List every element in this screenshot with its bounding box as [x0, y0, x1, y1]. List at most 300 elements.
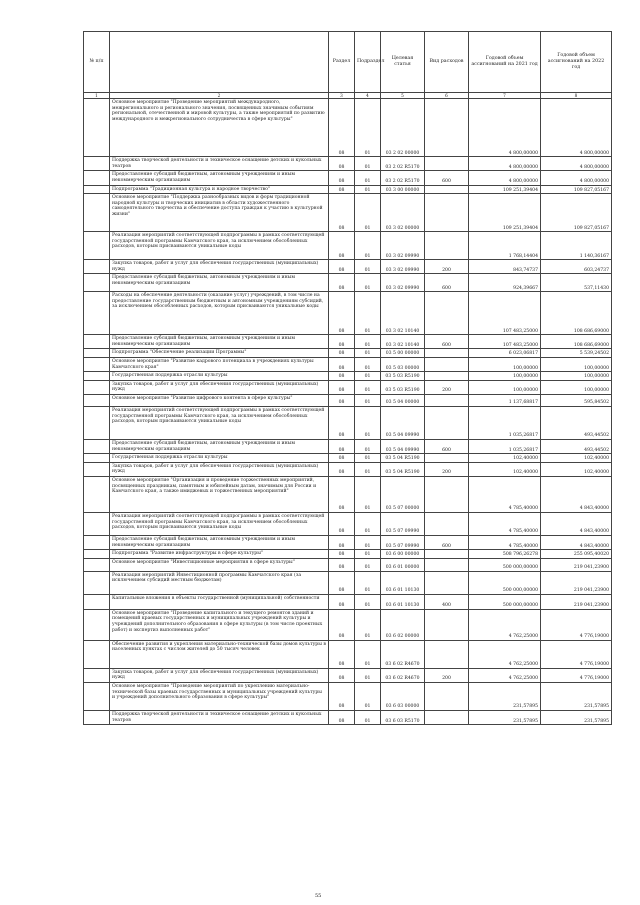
table-row [84, 682, 612, 710]
row-target-article-cell: 03 6 01 10130 [381, 571, 425, 594]
row-subsection-cell: 01 [355, 292, 381, 335]
row-volume-2022-cell: 231,57895 [541, 710, 612, 724]
row-name-cell: Основное мероприятие "Развитие кадрового потенциала в учреждениях культуры Камчатского края" [110, 358, 329, 372]
table-row [84, 550, 612, 559]
row-volume-2021-cell: 231,57895 [469, 682, 541, 710]
row-volume-2022-cell: 4 843,40000 [541, 477, 612, 513]
row-section-cell: 08 [329, 477, 355, 513]
row-name-cell: Обеспечение развития и укрепления материально-технической базы домов культуры в населенных пунктах с числом жителей до 50 тысяч человек [110, 640, 329, 668]
row-subsection-cell: 01 [355, 99, 381, 157]
row-volume-2022-cell: 231,57895 [541, 682, 612, 710]
row-target-article-cell: 03 6 01 10130 [381, 594, 425, 609]
row-volume-2021-cell: 4 762,25000 [469, 640, 541, 668]
row-target-article-cell: 03 6 02 00000 [381, 609, 425, 640]
row-subsection-cell: 01 [355, 477, 381, 513]
header-volume-2021: Годовой объем ассигнований на 2021 год [469, 32, 541, 93]
row-number-cell [84, 157, 110, 171]
row-target-article-cell: 03 3 02 10140 [381, 335, 425, 349]
row-expense-type-cell [425, 372, 469, 381]
row-number-cell [84, 335, 110, 349]
table-row [84, 594, 612, 609]
row-number-cell [84, 513, 110, 536]
row-volume-2022-cell: 603,24737 [541, 260, 612, 274]
table-row [84, 274, 612, 292]
row-volume-2021-cell: 4 800,00000 [469, 99, 541, 157]
table-row [84, 440, 612, 454]
row-section-cell: 08 [329, 185, 355, 194]
row-section-cell: 08 [329, 640, 355, 668]
row-volume-2021-cell: 4 800,00000 [469, 171, 541, 185]
row-name-cell: Основное мероприятие "Организация и проведение торжественных мероприятий, посвященных праздникам, памятным и юбилейным датам, значимым для России и Камчатского края, а также имиджевых и торжественных мероприятий" [110, 477, 329, 513]
row-target-article-cell: 03 5 03 R5190 [381, 380, 425, 394]
row-section-cell: 08 [329, 594, 355, 609]
row-target-article-cell: 03 6 00 00000 [381, 550, 425, 559]
table-row [84, 372, 612, 381]
row-name-cell: Основное мероприятие "Проведение мероприятий международного, межрегионального и регионального значения, посвященных значимым событиям региональной, отечественной и мировой культуры, а также мероприятий по развитию международного и межрегионального сотрудничества в сфере культуры" [110, 99, 329, 157]
row-expense-type-cell [425, 571, 469, 594]
row-name-cell: Основное мероприятие "Развитие цифрового контента в сфере культуры" [110, 395, 329, 407]
row-name-cell: Государственная поддержка отрасли культуры [110, 372, 329, 381]
row-target-article-cell: 03 3 00 00000 [381, 185, 425, 194]
row-name-cell: Предоставление субсидий бюджетным, автономным учреждениям и иным некоммерческим организациям [110, 440, 329, 454]
row-target-article-cell: 03 6 01 00000 [381, 558, 425, 571]
row-target-article-cell: 03 2 02 R5170 [381, 171, 425, 185]
table-row [84, 710, 612, 724]
table-row [84, 185, 612, 194]
row-volume-2022-cell: 100,00000 [541, 380, 612, 394]
row-target-article-cell: 03 5 04 R5190 [381, 462, 425, 476]
row-number-cell [84, 640, 110, 668]
row-number-cell [84, 609, 110, 640]
row-subsection-cell: 01 [355, 640, 381, 668]
row-subsection-cell: 01 [355, 668, 381, 682]
row-name-cell: Реализация мероприятий соответствующей подпрограммы в рамках соответствующей государственной программы Камчатского края, за исключением обособленных расходов, которым присваиваются уникальные коды [110, 407, 329, 440]
row-volume-2022-cell: 219 041,23900 [541, 571, 612, 594]
row-target-article-cell: 03 5 00 00000 [381, 349, 425, 358]
table-row [84, 454, 612, 463]
row-name-cell: Реализация мероприятий Инвестиционной программы Камчатского края (за исключением субсидий местным бюджетам) [110, 571, 329, 594]
row-target-article-cell: 03 5 04 00000 [381, 395, 425, 407]
row-volume-2021-cell: 1 035,26817 [469, 407, 541, 440]
row-subsection-cell: 01 [355, 335, 381, 349]
row-subsection-cell: 01 [355, 609, 381, 640]
row-volume-2021-cell: 4 785,40000 [469, 513, 541, 536]
row-number-cell [84, 274, 110, 292]
row-subsection-cell: 01 [355, 358, 381, 372]
table-row [84, 395, 612, 407]
row-target-article-cell: 03 6 03 00000 [381, 682, 425, 710]
row-section-cell: 08 [329, 536, 355, 550]
budget-table [83, 31, 612, 725]
row-volume-2022-cell: 595,84502 [541, 395, 612, 407]
row-expense-type-cell [425, 232, 469, 260]
row-number-cell [84, 171, 110, 185]
row-section-cell: 08 [329, 513, 355, 536]
row-name-cell: Закупка товаров, работ и услуг для обеспечения государственных (муниципальных) нужд [110, 380, 329, 394]
row-target-article-cell: 03 6 02 R4670 [381, 668, 425, 682]
column-number: 2 [110, 93, 329, 99]
header-expense-type: Вид расходов [425, 32, 469, 93]
row-number-cell [84, 407, 110, 440]
row-expense-type-cell [425, 292, 469, 335]
row-section-cell: 08 [329, 232, 355, 260]
table-row [84, 477, 612, 513]
row-volume-2022-cell: 4 800,00000 [541, 171, 612, 185]
row-volume-2021-cell: 4 762,25000 [469, 609, 541, 640]
row-volume-2021-cell: 508 796,26278 [469, 550, 541, 559]
column-number: 8 [541, 93, 612, 99]
row-target-article-cell: 03 5 04 09990 [381, 407, 425, 440]
row-volume-2021-cell: 109 251,39404 [469, 194, 541, 232]
row-expense-type-cell: 200 [425, 462, 469, 476]
row-expense-type-cell: 600 [425, 335, 469, 349]
row-subsection-cell: 01 [355, 380, 381, 394]
row-number-cell [84, 710, 110, 724]
row-name-cell: Основное мероприятие "Проведение мероприятий по укреплению материально-технической базы краевых государственных и муниципальных учреждений культуры и учреждений дополнительного образования в сфере культуры" [110, 682, 329, 710]
header-subsection: Подраздел [355, 32, 381, 93]
row-target-article-cell: 03 5 04 R5190 [381, 454, 425, 463]
table-row [84, 571, 612, 594]
row-section-cell: 08 [329, 99, 355, 157]
row-volume-2021-cell: 500 000,00000 [469, 558, 541, 571]
row-section-cell: 08 [329, 571, 355, 594]
row-expense-type-cell: 600 [425, 536, 469, 550]
row-number-cell [84, 440, 110, 454]
row-number-cell [84, 395, 110, 407]
row-name-cell: Закупка товаров, работ и услуг для обеспечения государственных (муниципальных) нужд [110, 668, 329, 682]
table-body [84, 99, 612, 725]
row-section-cell: 08 [329, 668, 355, 682]
row-name-cell: Расходы на обеспечение деятельности (оказание услуг) учреждений, в том числе на предоставление государственным бюджетным и автономным учреждениям субсидий, за исключением обособленных расходов, которым присваиваются уникальные коды [110, 292, 329, 335]
row-section-cell: 08 [329, 171, 355, 185]
column-number: 1 [84, 93, 110, 99]
row-expense-type-cell [425, 395, 469, 407]
row-name-cell: Подпрограмма "Развитие инфраструктуры в сфере культуры" [110, 550, 329, 559]
row-target-article-cell: 03 6 03 R5170 [381, 710, 425, 724]
row-name-cell: Основное мероприятие "Инвестиционные мероприятия в сфере культуры" [110, 558, 329, 571]
row-subsection-cell: 01 [355, 571, 381, 594]
header-section: Раздел [329, 32, 355, 93]
row-subsection-cell: 01 [355, 550, 381, 559]
row-subsection-cell: 01 [355, 395, 381, 407]
row-name-cell: Поддержка творческой деятельности и техническое оснащение детских и кукольных театров [110, 157, 329, 171]
row-expense-type-cell [425, 358, 469, 372]
row-expense-type-cell [425, 477, 469, 513]
row-expense-type-cell: 600 [425, 274, 469, 292]
row-number-cell [84, 232, 110, 260]
row-expense-type-cell [425, 349, 469, 358]
row-target-article-cell: 03 2 02 R5170 [381, 157, 425, 171]
table-row [84, 462, 612, 476]
row-volume-2021-cell: 102,40000 [469, 454, 541, 463]
table-row [84, 513, 612, 536]
row-subsection-cell: 01 [355, 157, 381, 171]
table-row [84, 260, 612, 274]
row-volume-2021-cell: 843,74737 [469, 260, 541, 274]
row-subsection-cell: 01 [355, 558, 381, 571]
row-expense-type-cell [425, 99, 469, 157]
row-expense-type-cell [425, 513, 469, 536]
row-number-cell [84, 260, 110, 274]
row-volume-2021-cell: 6 023,06817 [469, 349, 541, 358]
page-number: 55 [315, 893, 322, 899]
budget-table-sheet [83, 31, 611, 725]
row-subsection-cell: 01 [355, 462, 381, 476]
row-volume-2021-cell: 1 768,14404 [469, 232, 541, 260]
row-volume-2022-cell: 102,40000 [541, 454, 612, 463]
row-section-cell: 08 [329, 710, 355, 724]
row-section-cell: 08 [329, 454, 355, 463]
row-name-cell: Основное мероприятие "Проведение капитального и текущего ремонтов зданий и помещений краевых государственных и муниципальных учреждений культуры и учреждений дополнительного образования в сфере культуры (в том числе проектных работ) и экспертиз выполненных работ" [110, 609, 329, 640]
table-row [84, 194, 612, 232]
table-row [84, 536, 612, 550]
row-volume-2021-cell: 100,00000 [469, 358, 541, 372]
row-volume-2022-cell: 4 800,00000 [541, 99, 612, 157]
column-number: 7 [469, 93, 541, 99]
row-name-cell: Предоставление субсидий бюджетным, автономным учреждениям и иным некоммерческим организациям [110, 536, 329, 550]
row-number-cell [84, 454, 110, 463]
row-volume-2021-cell: 924,39667 [469, 274, 541, 292]
row-name-cell: Поддержка творческой деятельности и техническое оснащение детских и кукольных театров [110, 710, 329, 724]
row-target-article-cell: 03 3 02 09990 [381, 260, 425, 274]
table-row [84, 99, 612, 157]
row-section-cell: 08 [329, 558, 355, 571]
row-number-cell [84, 185, 110, 194]
row-subsection-cell: 01 [355, 260, 381, 274]
row-subsection-cell: 01 [355, 440, 381, 454]
row-subsection-cell: 01 [355, 232, 381, 260]
row-volume-2022-cell: 109 827,05167 [541, 185, 612, 194]
row-volume-2021-cell: 4 785,40000 [469, 477, 541, 513]
row-number-cell [84, 194, 110, 232]
row-number-cell [84, 477, 110, 513]
row-section-cell: 08 [329, 372, 355, 381]
row-volume-2021-cell: 500 000,00000 [469, 571, 541, 594]
row-volume-2022-cell: 493,44502 [541, 407, 612, 440]
row-expense-type-cell [425, 157, 469, 171]
row-subsection-cell: 01 [355, 682, 381, 710]
row-volume-2021-cell: 109 251,39404 [469, 185, 541, 194]
table-row [84, 171, 612, 185]
row-expense-type-cell [425, 640, 469, 668]
row-section-cell: 08 [329, 440, 355, 454]
row-volume-2021-cell: 500 000,00000 [469, 594, 541, 609]
row-section-cell: 08 [329, 462, 355, 476]
row-expense-type-cell [425, 407, 469, 440]
row-volume-2022-cell: 102,40000 [541, 462, 612, 476]
header-num: № п/п [84, 32, 110, 93]
row-volume-2022-cell: 255 095,40020 [541, 550, 612, 559]
table-row [84, 407, 612, 440]
row-name-cell: Предоставление субсидий бюджетным, автономным учреждениям и иным некоммерческим организациям [110, 274, 329, 292]
row-number-cell [84, 571, 110, 594]
row-section-cell: 08 [329, 609, 355, 640]
row-number-cell [84, 372, 110, 381]
row-volume-2022-cell: 5 539,24502 [541, 349, 612, 358]
row-volume-2022-cell: 100,00000 [541, 372, 612, 381]
row-section-cell: 08 [329, 157, 355, 171]
row-section-cell: 08 [329, 292, 355, 335]
row-number-cell [84, 668, 110, 682]
row-expense-type-cell: 600 [425, 171, 469, 185]
row-target-article-cell: 03 6 02 R4670 [381, 640, 425, 668]
row-number-cell [84, 462, 110, 476]
row-subsection-cell: 01 [355, 194, 381, 232]
row-volume-2021-cell: 100,00000 [469, 380, 541, 394]
row-section-cell: 08 [329, 395, 355, 407]
row-section-cell: 08 [329, 335, 355, 349]
row-name-cell: Закупка товаров, работ и услуг для обеспечения государственных (муниципальных) нужд [110, 260, 329, 274]
row-subsection-cell: 01 [355, 513, 381, 536]
row-volume-2021-cell: 102,40000 [469, 462, 541, 476]
header-name [110, 32, 329, 93]
row-volume-2021-cell: 107 483,25000 [469, 335, 541, 349]
row-volume-2022-cell: 219 041,23900 [541, 594, 612, 609]
row-expense-type-cell [425, 710, 469, 724]
table-row [84, 292, 612, 335]
row-volume-2022-cell: 219 041,23900 [541, 558, 612, 571]
row-section-cell: 08 [329, 358, 355, 372]
row-subsection-cell: 01 [355, 454, 381, 463]
row-name-cell: Закупка товаров, работ и услуг для обеспечения государственных (муниципальных) нужд [110, 462, 329, 476]
row-section-cell: 08 [329, 260, 355, 274]
row-name-cell: Государственная поддержка отрасли культуры [110, 454, 329, 463]
row-volume-2022-cell: 4 776,19000 [541, 668, 612, 682]
row-target-article-cell: 03 5 03 R5190 [381, 372, 425, 381]
row-name-cell: Основное мероприятие "Поддержка разнообразных видов и форм традиционной народной культуры и творческих инициатив в области художественного самодеятельного творчества и обеспечение доступа граждан к участию в культурной жизни" [110, 194, 329, 232]
table-row [84, 640, 612, 668]
column-number: 4 [355, 93, 381, 99]
row-target-article-cell: 03 5 04 09990 [381, 440, 425, 454]
table-row [84, 232, 612, 260]
row-volume-2022-cell: 493,44502 [541, 440, 612, 454]
row-volume-2021-cell: 231,57895 [469, 710, 541, 724]
row-expense-type-cell [425, 558, 469, 571]
row-number-cell [84, 536, 110, 550]
column-number: 6 [425, 93, 469, 99]
row-expense-type-cell [425, 550, 469, 559]
row-section-cell: 08 [329, 407, 355, 440]
row-expense-type-cell [425, 682, 469, 710]
row-expense-type-cell: 200 [425, 380, 469, 394]
row-number-cell [84, 558, 110, 571]
row-target-article-cell: 03 3 02 10140 [381, 292, 425, 335]
row-name-cell: Реализация мероприятий соответствующей подпрограммы в рамках соответствующей государственной программы Камчатского края, за исключением обособленных расходов, которым присваиваются уникальные коды [110, 513, 329, 536]
row-section-cell: 08 [329, 274, 355, 292]
row-volume-2021-cell: 4 762,25000 [469, 668, 541, 682]
row-name-cell: Подпрограмма "Обеспечение реализации Программы" [110, 349, 329, 358]
row-volume-2021-cell: 4 785,40000 [469, 536, 541, 550]
column-number: 5 [381, 93, 425, 99]
row-target-article-cell: 03 5 03 00000 [381, 358, 425, 372]
row-volume-2022-cell: 4 843,40000 [541, 536, 612, 550]
column-number: 3 [329, 93, 355, 99]
row-volume-2021-cell: 1 035,26817 [469, 440, 541, 454]
row-volume-2022-cell: 4 776,19000 [541, 609, 612, 640]
row-subsection-cell: 01 [355, 171, 381, 185]
row-section-cell: 08 [329, 349, 355, 358]
table-row [84, 609, 612, 640]
row-name-cell: Предоставление субсидий бюджетным, автономным учреждениям и иным некоммерческим организациям [110, 171, 329, 185]
row-subsection-cell: 01 [355, 274, 381, 292]
row-name-cell: Капитальные вложения в объекты государственной (муниципальной) собственности [110, 594, 329, 609]
row-volume-2022-cell: 537,11430 [541, 274, 612, 292]
row-name-cell: Предоставление субсидий бюджетным, автономным учреждениям и иным некоммерческим организациям [110, 335, 329, 349]
row-name-cell: Реализация мероприятий соответствующей подпрограммы в рамках соответствующей государственной программы Камчатского края, за исключением обособленных расходов, которым присваиваются уникальные коды [110, 232, 329, 260]
row-section-cell: 08 [329, 682, 355, 710]
row-target-article-cell: 03 3 02 09990 [381, 232, 425, 260]
row-target-article-cell: 03 2 02 00000 [381, 99, 425, 157]
row-number-cell [84, 594, 110, 609]
row-target-article-cell: 03 3 02 00000 [381, 194, 425, 232]
table-row [84, 558, 612, 571]
row-section-cell: 08 [329, 550, 355, 559]
row-number-cell [84, 682, 110, 710]
row-expense-type-cell: 200 [425, 260, 469, 274]
row-section-cell: 08 [329, 380, 355, 394]
table-row [84, 358, 612, 372]
table-row [84, 335, 612, 349]
row-volume-2022-cell: 100,00000 [541, 358, 612, 372]
row-volume-2021-cell: 107 483,25000 [469, 292, 541, 335]
row-number-cell [84, 292, 110, 335]
row-subsection-cell: 01 [355, 349, 381, 358]
row-volume-2022-cell: 4 776,19000 [541, 640, 612, 668]
row-number-cell [84, 550, 110, 559]
row-volume-2022-cell: 1 140,36167 [541, 232, 612, 260]
row-subsection-cell: 01 [355, 185, 381, 194]
row-number-cell [84, 358, 110, 372]
row-volume-2022-cell: 4 800,00000 [541, 157, 612, 171]
row-expense-type-cell [425, 185, 469, 194]
table-row [84, 380, 612, 394]
table-row [84, 157, 612, 171]
row-volume-2022-cell: 108 686,69000 [541, 292, 612, 335]
row-number-cell [84, 380, 110, 394]
row-expense-type-cell: 200 [425, 668, 469, 682]
row-name-cell: Подпрограмма "Традиционная культура и народное творчество" [110, 185, 329, 194]
row-expense-type-cell [425, 609, 469, 640]
row-volume-2021-cell: 4 800,00000 [469, 157, 541, 171]
row-volume-2021-cell: 1 137,68817 [469, 395, 541, 407]
table-row [84, 349, 612, 358]
row-subsection-cell: 01 [355, 536, 381, 550]
row-expense-type-cell: 400 [425, 594, 469, 609]
row-volume-2022-cell: 109 827,05167 [541, 194, 612, 232]
row-expense-type-cell: 600 [425, 440, 469, 454]
row-volume-2022-cell: 108 686,69000 [541, 335, 612, 349]
table-row [84, 668, 612, 682]
row-subsection-cell: 01 [355, 372, 381, 381]
row-volume-2021-cell: 100,00000 [469, 372, 541, 381]
row-target-article-cell: 03 5 07 09990 [381, 536, 425, 550]
row-volume-2022-cell: 4 843,40000 [541, 513, 612, 536]
row-target-article-cell: 03 5 07 00000 [381, 477, 425, 513]
row-target-article-cell: 03 3 02 09990 [381, 274, 425, 292]
row-number-cell [84, 349, 110, 358]
table-header-row [84, 32, 612, 93]
row-subsection-cell: 01 [355, 594, 381, 609]
row-subsection-cell: 01 [355, 407, 381, 440]
row-expense-type-cell [425, 194, 469, 232]
header-volume-2022: Годовой объем ассигнований на 2022 год [541, 32, 612, 93]
header-target-article: Целевая статья [381, 32, 425, 93]
row-subsection-cell: 01 [355, 710, 381, 724]
row-expense-type-cell [425, 454, 469, 463]
row-target-article-cell: 03 5 07 09990 [381, 513, 425, 536]
row-section-cell: 08 [329, 194, 355, 232]
row-number-cell [84, 99, 110, 157]
